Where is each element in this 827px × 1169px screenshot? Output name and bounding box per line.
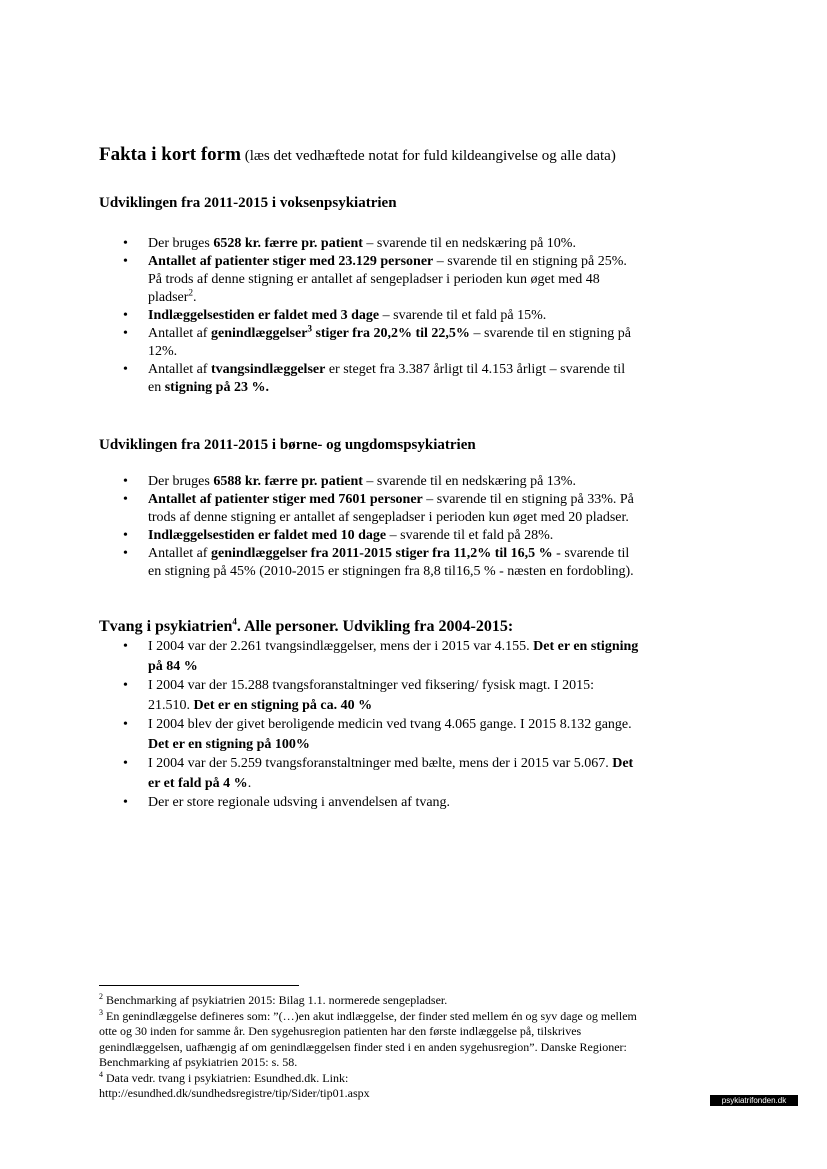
bullet-icon: • (123, 326, 128, 341)
footnote-2: $^2$ Benchmarking af psykiatrien 2015: Bilag 1.1. normerede sengepladser. (99, 992, 448, 1007)
footnote-ref[interactable]: 3 (307, 323, 312, 334)
footnote-ref[interactable]: 2 (188, 287, 193, 298)
youth-list (99, 473, 639, 581)
adult-list (99, 235, 639, 397)
list-item: • I 2004 var der 5.259 tvangsforanstaltninger med bælte, mens der i 2015 var 5.067. Det er et fald på 4 %. (123, 756, 634, 791)
footnote-ref[interactable]: 4 (232, 616, 237, 627)
bullet-icon: • (123, 678, 128, 693)
section-heading-adult: Udviklingen fra 2011-2015 i voksenpsykiatrien (99, 195, 397, 211)
document-body (99, 145, 639, 813)
bullet-icon: • (123, 546, 128, 561)
list-item: • Der bruges 6528 kr. færre pr. patient – svarende til en nedskæring på 10%. (123, 236, 576, 251)
bullet-icon: • (123, 362, 128, 377)
list-item: • Indlæggelsestiden er faldet med 3 dage – svarende til et fald på 15%. (123, 308, 547, 323)
list-item: • I 2004 var der 2.261 tvangsindlæggelser, mens der i 2015 var 4.155. Det er en stigning på 84 % (123, 639, 639, 674)
bullet-icon: • (123, 308, 128, 323)
footnote-4: $^4$ Data vedr. tvang i psykiatrien: Esundhed.dk. Link: (99, 1069, 349, 1085)
title-line (99, 145, 639, 166)
coercion-list (99, 637, 639, 813)
list-item: • I 2004 var der 15.288 tvangsforanstaltninger ved fiksering/ fysisk magt. I 2015: 21.510. Det er en stigning på ca. 40 % (123, 678, 594, 713)
footnote-separator (99, 985, 299, 986)
bullet-icon: • (123, 254, 128, 269)
page-title: Fakta i kort form (99, 144, 241, 165)
list-item: • Antallet af tvangsindlæggelser er steget fra 3.387 årligt til 4.153 årligt – svarende til en stigning på 23 %. (123, 362, 626, 395)
bullet-icon: • (123, 795, 128, 810)
bullet-icon: • (123, 756, 128, 771)
footnotes (99, 993, 639, 1102)
footnote-4-link[interactable]: http://esundhed.dk/sundhedsregistre/tip/Sider/tip01.aspx (99, 1086, 370, 1100)
watermark-logo: psykiatrifonden.dk (710, 1095, 798, 1106)
list-item: • Antallet af patienter stiger med 7601 personer – svarende til en stigning på 33%. På trods af denne stigning er antallet af sengepladser i perioden kun øget med 20 pladser. (123, 492, 634, 525)
list-item: • Antallet af genindlæggelser fra 2011-2015 stiger fra 11,2% til 16,5 % - svarende til en stigning på 45% (2010-2015 er stigningen fra 8,8 til16,5 % - næsten en fordobling). (123, 546, 634, 579)
list-item: • Antallet af patienter stiger med 23.129 personer – svarende til en stigning på 25%. På trods af denne stigning er antallet af sengepladser i perioden kun øget med 48 pladser$^2$. (123, 254, 627, 305)
title-note: (læs det vedhæftede notat for fuld kildeangivelse og alle data) (240, 148, 616, 164)
section-heading-youth: Udviklingen fra 2011-2015 i børne- og ungdomspsykiatrien (99, 437, 476, 453)
bullet-icon: • (123, 474, 128, 489)
bullet-icon: • (123, 236, 128, 251)
list-item: • Indlæggelsestiden er faldet med 10 dage – svarende til et fald på 28%. (123, 528, 554, 543)
list-item: • I 2004 blev der givet beroligende medicin ved tvang 4.065 gange. I 2015 8.132 gange. Det er en stigning på 100% (123, 717, 632, 752)
list-item: • Der er store regionale udsving i anvendelsen af tvang. (99, 793, 639, 813)
bullet-icon: • (123, 717, 128, 732)
bullet-icon: • (123, 528, 128, 543)
list-item: • Der bruges 6588 kr. færre pr. patient – svarende til en nedskæring på 13%. (123, 474, 576, 489)
bullet-icon: • (123, 492, 128, 507)
bullet-icon: • (123, 639, 128, 654)
list-item: • Antallet af genindlæggelser$^3$ stiger fra 20,2% til 22,5% – svarende til en stigning på 12%. (123, 323, 631, 359)
footnote-3: $^3$ En genindlæggelse defineres som: ”(…)en akut indlæggelse, der finder sted mellem én og syv dage og mellem otte og 30 inden for samme år. Den sygehusregion patienten har den første indlæggelse på, tilskrives genindlæggelsen, uafhængig af om genindlæggelsen finder sted i en anden sygehusregion”. Danske Regioner: Benchmarking af psykiatrien 2015: s. 58. (99, 1007, 637, 1069)
section-heading-coercion: Tvang i psykiatrien$^4$. Alle personer. Udvikling fra 2004-2015: (99, 616, 514, 635)
